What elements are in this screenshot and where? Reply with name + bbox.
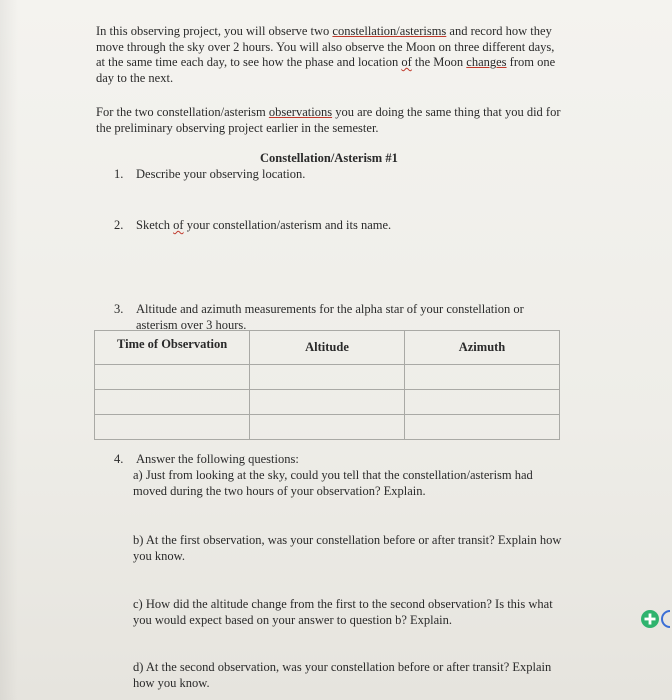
question-text-part: your constellation/asterism and its name.: [183, 218, 392, 232]
table-header-altitude: Altitude: [250, 331, 405, 365]
intro-text-1: In this observing project, you will observe two: [96, 24, 333, 38]
table-cell[interactable]: [95, 390, 250, 415]
question-4: [114, 452, 299, 468]
question-4d: d) At the second observation, was your constellation before or after transit? Explain how you know.: [133, 660, 552, 690]
question-number: 2.: [114, 218, 124, 232]
table-header-time: Time of Observation: [95, 331, 250, 365]
table-row: [95, 365, 560, 390]
instructions-paragraph: [96, 105, 566, 136]
table-cell[interactable]: [250, 390, 405, 415]
table-header-azimuth: Azimuth: [405, 331, 560, 365]
intro-underlined-1: constellation/asterisms: [332, 24, 447, 38]
question-4c: c) How did the altitude change from the first to the second observation? Is this what you would expect based on your answer to question b? Explain.: [133, 597, 553, 627]
question-4a: a) Just from looking at the sky, could you tell that the constellation/asterism had moved during the two hours of your observation? Explain.: [133, 468, 533, 498]
intro-text-4: from one day to the next.: [96, 55, 556, 85]
intro-underlined-2: of: [401, 55, 412, 69]
table-cell[interactable]: [405, 415, 560, 440]
table-cell[interactable]: [250, 365, 405, 390]
instructions-text-1: For the two constellation/asterism: [96, 105, 269, 119]
table-cell[interactable]: [405, 390, 560, 415]
table-cell[interactable]: [95, 365, 250, 390]
question-text: Describe your observing location.: [136, 167, 306, 181]
instructions-text-2: you are doing the same thing that you did for the preliminary observing project earlier in the semester.: [96, 105, 561, 135]
intro-text-2: and record how they move through the sky over 2 hours. You will also observe the Moon on three different days, at the same time each day, to see how the phase and location: [96, 24, 555, 69]
table-header-row: [95, 331, 560, 365]
question-number: 4.: [114, 452, 124, 466]
table-cell[interactable]: [95, 415, 250, 440]
question-number: 3.: [114, 302, 124, 316]
question-text: [136, 218, 391, 232]
instructions-underlined: observations: [268, 105, 333, 119]
intro-paragraph: [96, 24, 566, 86]
question-number: 1.: [114, 167, 124, 181]
intro-underlined-3: changes: [466, 55, 507, 69]
question-text-underlined: of: [173, 218, 184, 232]
question-text: Altitude and azimuth measurements for the alpha star of your constellation or asterism over 3 hours.: [136, 302, 524, 332]
observation-table: [94, 330, 560, 440]
plus-circle-icon[interactable]: [640, 608, 672, 630]
section-heading: Constellation/Asterism #1: [260, 151, 398, 165]
table-row: [95, 390, 560, 415]
page-shadow: [0, 0, 18, 700]
question-1: [114, 167, 305, 183]
edge-widget[interactable]: [640, 608, 672, 630]
question-text: Answer the following questions:: [136, 452, 299, 466]
question-text-part: Sketch: [136, 218, 174, 232]
question-4b: b) At the first observation, was your constellation before or after transit? Explain how you know.: [133, 533, 562, 563]
table-cell[interactable]: [405, 365, 560, 390]
question-2: [114, 218, 391, 234]
table-cell[interactable]: [250, 415, 405, 440]
intro-text-3: the Moon: [411, 55, 467, 69]
question-3: [114, 302, 554, 333]
table-row: [95, 415, 560, 440]
